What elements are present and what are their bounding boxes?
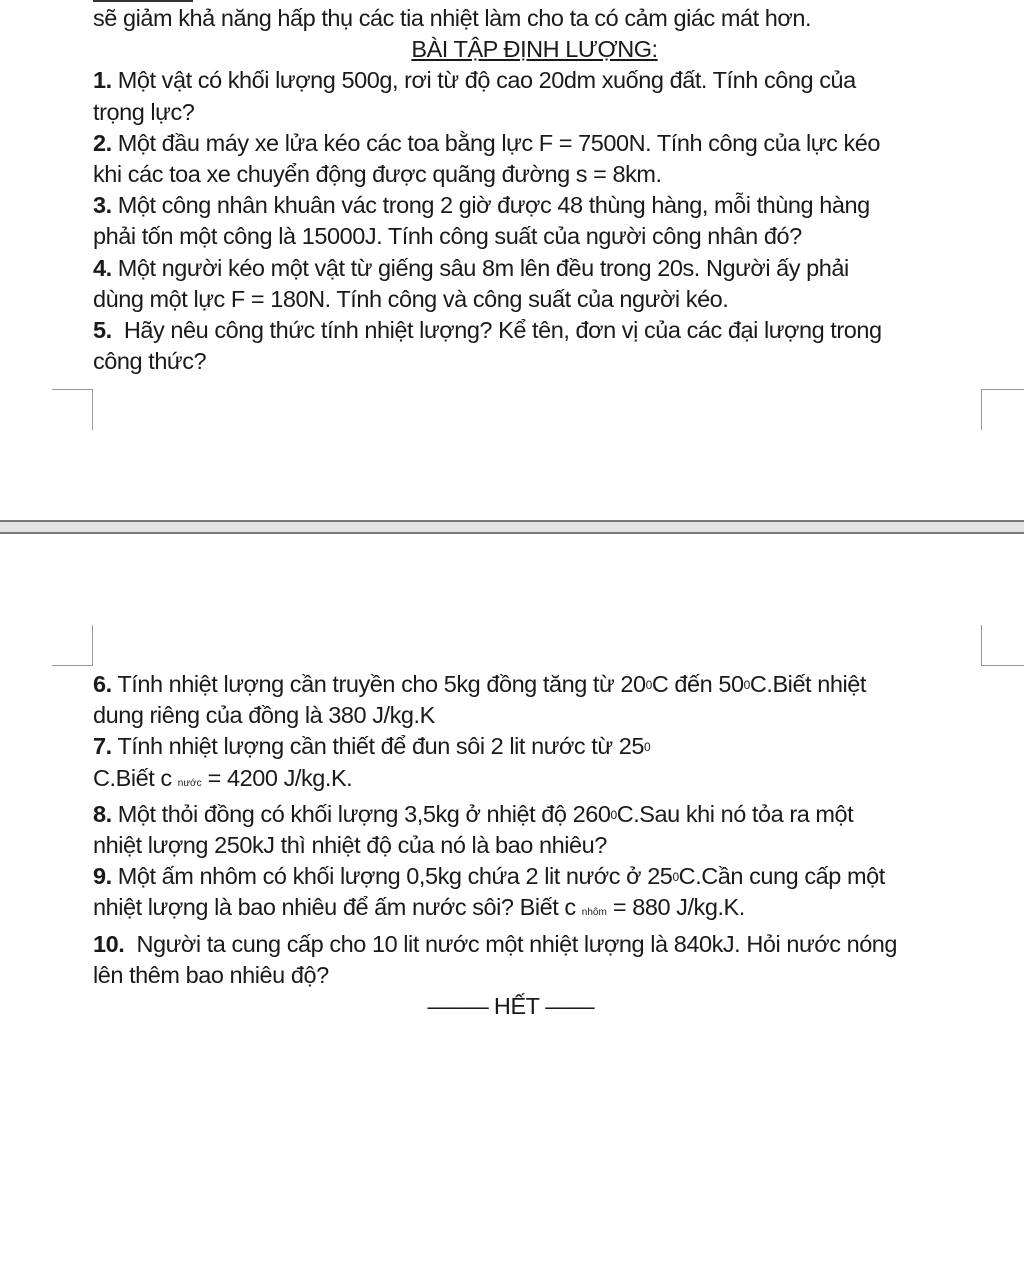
page-separator — [0, 520, 1024, 534]
question-10 — [93, 929, 988, 991]
degree-mark: 0 — [743, 678, 750, 692]
question-5-number: 5. — [93, 317, 112, 344]
top-rule — [93, 0, 193, 2]
question-10-number: 10. — [93, 930, 125, 957]
question-7-line-2b: = 4200 J/kg.K. — [201, 764, 353, 791]
question-9-line-1b: C.Cần cung cấp một — [678, 863, 885, 890]
question-3 — [93, 190, 988, 252]
question-2 — [93, 128, 988, 190]
crop-mark-top-left — [52, 389, 93, 430]
question-2-line-2: khi các toa xe chuyển động được quãng đường s = 8km. — [93, 161, 662, 188]
intro-line: sẽ giảm khả năng hấp thụ các tia nhiệt làm cho ta có cảm giác mát hơn. — [93, 5, 812, 31]
question-3-line-2: phải tốn một công là 15000J. Tính công suất của người công nhân đó? — [93, 223, 802, 250]
question-6-number: 6. — [93, 671, 112, 697]
end-dash-left: ––––– — [427, 993, 488, 1020]
question-8-number: 8. — [93, 800, 112, 827]
degree-mark: 0 — [672, 870, 679, 885]
question-8-line-1a: Một thỏi đồng có khối lượng 3,5kg ở nhiệt độ 260 — [111, 800, 611, 827]
question-7-number: 7. — [93, 733, 112, 760]
question-1-number: 1. — [93, 67, 112, 94]
question-1-line-2: trọng lực? — [93, 98, 195, 125]
question-4-number: 4. — [93, 254, 112, 281]
question-6 — [93, 669, 988, 731]
page-bottom-content — [93, 669, 988, 1022]
question-10-line-1: Người ta cung cấp cho 10 lit nước một nhiệt lượng là 840kJ. Hỏi nước nóng — [124, 930, 898, 957]
end-dash-right: –––– — [545, 993, 594, 1020]
question-9 — [93, 861, 988, 928]
question-4 — [93, 253, 988, 315]
crop-mark-bottom-left — [52, 625, 93, 666]
question-4-line-1: Một người kéo một vật từ giếng sâu 8m lên đều trong 20s. Người ấy phải — [111, 254, 849, 281]
question-10-line-2: lên thêm bao nhiêu độ? — [93, 961, 329, 988]
question-8-line-1b: C.Sau khi nó tỏa ra một — [616, 800, 854, 827]
question-1-line-1: Một vật có khối lượng 500g, rơi từ độ cao 20dm xuống đất. Tính công của — [111, 67, 856, 94]
question-2-number: 2. — [93, 129, 112, 156]
question-3-line-1: Một công nhân khuân vác trong 2 giờ được 48 thùng hàng, mỗi thùng hàng — [111, 192, 870, 219]
question-7-line-1: Tính nhiệt lượng cần thiết để đun sôi 2 lit nước từ 25 — [111, 733, 644, 760]
question-5-line-1: Hãy nêu công thức tính nhiệt lượng? Kể tên, đơn vị của các đại lượng trong — [111, 317, 882, 344]
question-7 — [93, 731, 988, 798]
question-3-number: 3. — [93, 192, 112, 219]
question-6-line-1a: Tính nhiệt lượng cần truyền cho 5kg đồng tăng từ 20 — [111, 671, 646, 697]
question-9-number: 9. — [93, 863, 112, 890]
question-9-line-1a: Một ấm nhôm có khối lượng 0,5kg chứa 2 lit nước ở 25 — [111, 863, 673, 890]
crop-mark-top-right — [981, 389, 1024, 430]
page-top-content — [93, 3, 988, 377]
question-6-line-2: dung riêng của đồng là 380 J/kg.K — [93, 702, 435, 729]
subscript-nuoc: nước — [177, 777, 202, 789]
question-7-line-2a: C.Biết c — [93, 764, 178, 791]
question-2-line-1: Một đầu máy xe lửa kéo các toa bằng lực F = 7500N. Tính công của lực kéo — [111, 129, 880, 156]
section-heading: BÀI TẬP ĐỊNH LƯỢNG: — [411, 36, 658, 63]
question-4-line-2: dùng một lực F = 180N. Tính công và công suất của người kéo. — [93, 285, 729, 312]
crop-mark-bottom-right — [981, 625, 1024, 666]
question-5 — [93, 315, 988, 377]
end-marker — [93, 991, 988, 1022]
question-1 — [93, 65, 988, 127]
question-6-line-1b: C đến 50 — [651, 671, 744, 697]
degree-mark: 0 — [645, 678, 652, 692]
document-page-top — [0, 0, 1024, 520]
end-label: HẾT — [487, 993, 546, 1020]
degree-mark: 0 — [644, 740, 651, 755]
question-5-line-2: công thức? — [93, 348, 207, 375]
question-8 — [93, 799, 988, 861]
subscript-nhom: nhôm — [581, 907, 607, 919]
question-9-line-2b: = 880 J/kg.K. — [606, 894, 745, 921]
question-9-line-2a: nhiệt lượng là bao nhiêu để ấm nước sôi? Biết c — [93, 894, 582, 921]
degree-mark: 0 — [610, 807, 617, 822]
question-8-line-2: nhiệt lượng 250kJ thì nhiệt độ của nó là bao nhiêu? — [93, 832, 607, 859]
question-6-line-1c: C.Biết nhiệt — [749, 671, 866, 697]
